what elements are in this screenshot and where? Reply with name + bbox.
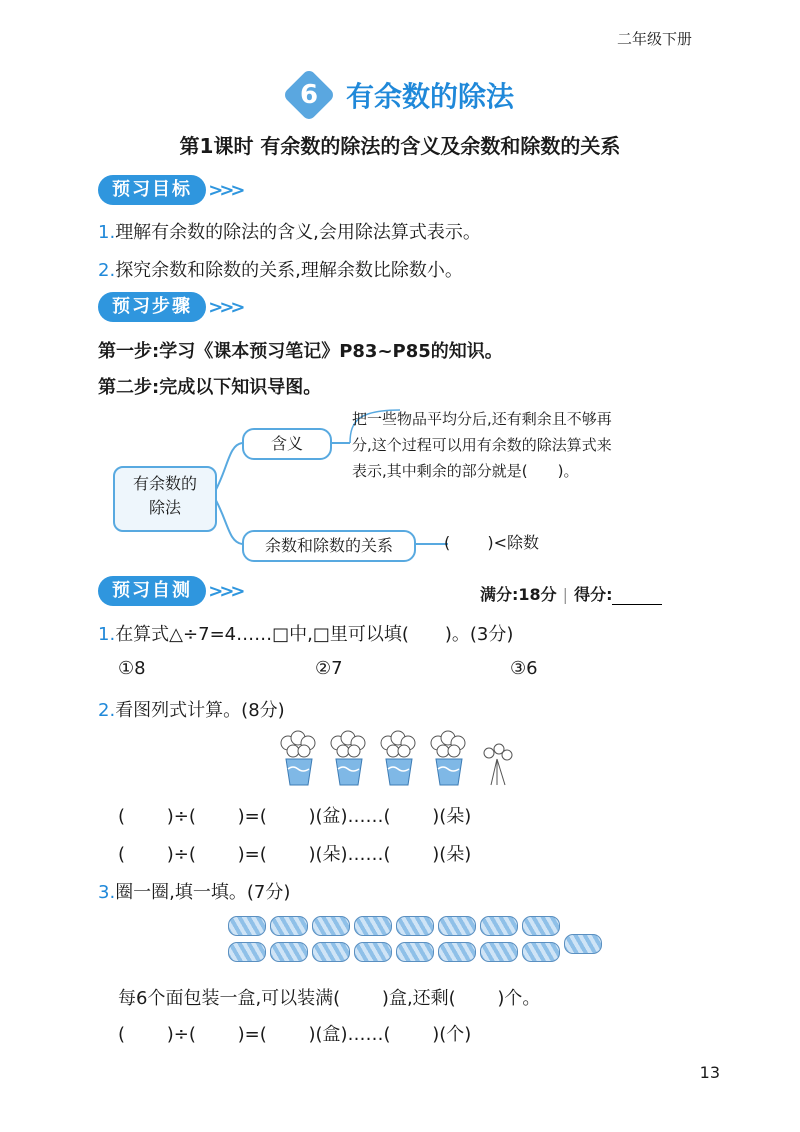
mindmap-branch-relation: 余数和除数的关系 [242,530,416,562]
goal-item-2: 2.探究余数和除数的关系,理解余数比除数小。 [98,260,463,281]
section-selftest [98,576,242,606]
flower-pots-illustration [278,725,528,795]
q1-option-2: ②7 [315,658,343,679]
step-1: 第一步:学习《课本预习笔记》P83~P85的知识。 [98,341,503,362]
mindmap-relation-blank: ( )<除数 [444,533,539,552]
chevron-right-icon: >>> [206,179,242,201]
question-2: 2.看图列式计算。(8分) [98,700,285,721]
grade-label: 二年级下册 [616,30,692,48]
question-1: 1.在算式△÷7=4……□中,□里可以填( )。(3分) [98,624,514,645]
section-selftest-label: 预习自测 [98,576,206,606]
chevron-right-icon: >>> [206,580,242,602]
question-3: 3.圈一圈,填一填。(7分) [98,882,291,903]
section-steps-label: 预习步骤 [98,292,206,322]
q3-equation: ( )÷( )=( )(盒)……( )(个) [118,1024,472,1045]
score-blank [612,588,662,605]
step-2: 第二步:完成以下知识导图。 [98,377,322,398]
bread-illustration [228,912,628,972]
unit-title: 有余数的除法 [345,80,514,113]
page-number: 13 [699,1063,720,1082]
mindmap-description: 把一些物品平均分后,还有剩余且不够再 分,这个过程可以用有余数的除法算式来 表示,其中剩余的部分就是( )。 [352,410,612,480]
lesson-title: 第1课时 有余数的除法的含义及余数和除数的关系 [179,134,621,158]
unit-number: 6 [299,80,319,110]
mindmap-root: 有余数的 除法 [113,466,217,532]
section-goals-label: 预习目标 [98,175,206,205]
score-line: 满分:18分 | 得分: [480,582,662,605]
q1-option-3: ③6 [510,658,538,679]
chevron-right-icon: >>> [206,296,242,318]
goal-item-1: 1.理解有余数的除法的含义,会用除法算式表示。 [98,222,481,243]
q2-equation-2: ( )÷( )=( )(朵)……( )(朵) [118,844,472,865]
q3-sentence: 每6个面包装一盒,可以装满( )盒,还剩( )个。 [118,988,541,1009]
q1-option-1: ①8 [118,658,146,679]
mindmap-branch-meaning: 含义 [242,428,332,460]
q2-equation-1: ( )÷( )=( )(盆)……( )(朵) [118,806,472,827]
